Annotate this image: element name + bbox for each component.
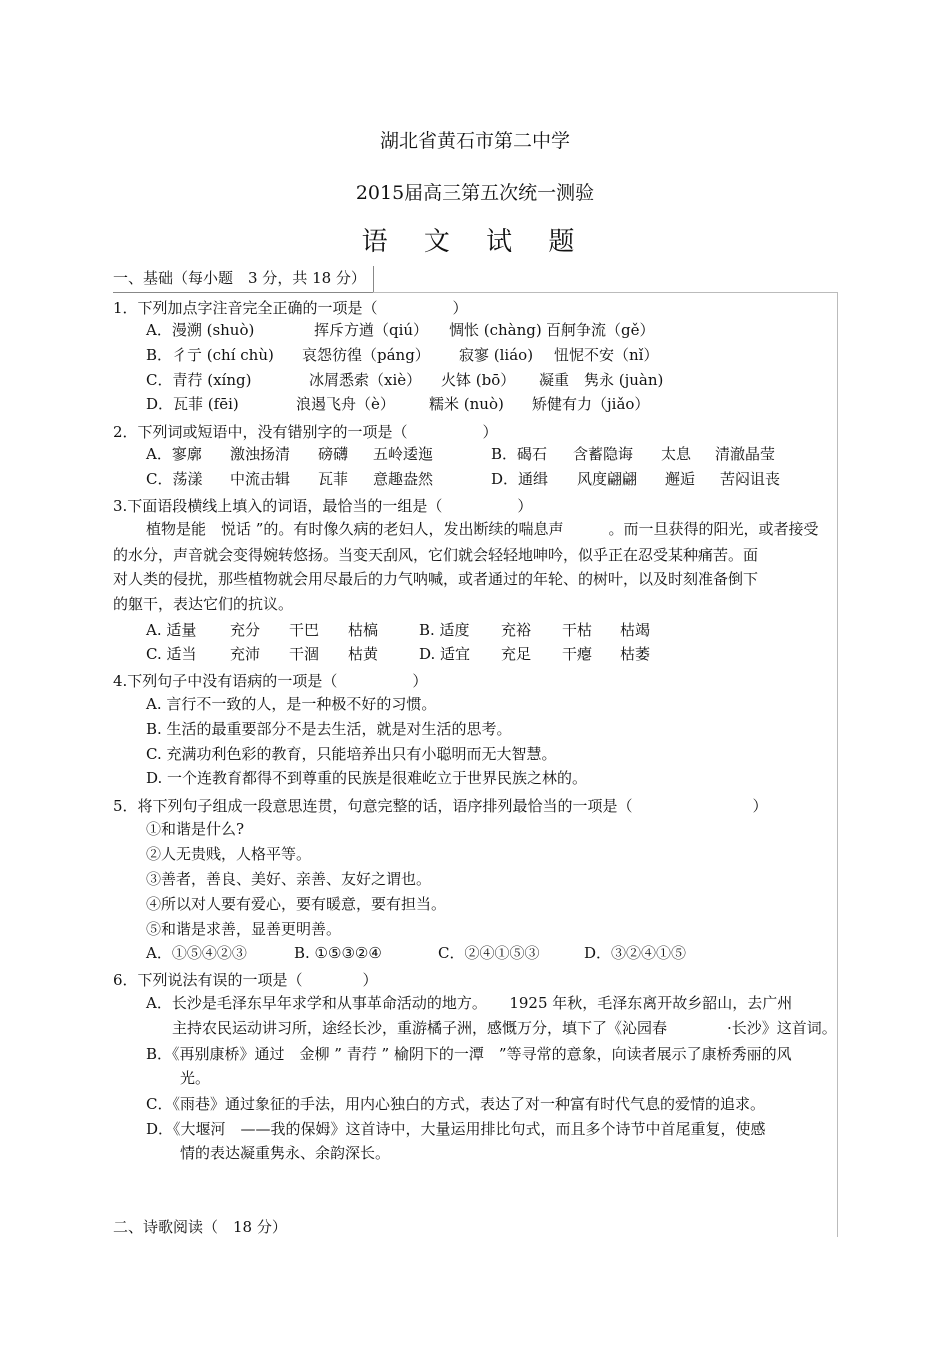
q3-a-3: 干巴	[289, 621, 320, 639]
q2-d-4: 苦闷诅丧	[720, 470, 781, 488]
q3-d-2: 充足	[501, 645, 532, 663]
q5-option-a: A．①⑤④②③	[146, 944, 247, 962]
q2-b-1: B．碣石	[491, 445, 548, 463]
q3-passage-line-2: 的水分，声音就会变得婉转悠扬。当变天刮风，它们就会轻轻地呻吟，似乎正在忍受某种痛苦。面	[113, 546, 759, 564]
q1-option-b-2: 哀怨彷徨（páng）	[302, 346, 430, 364]
q6-option-c: C．《雨巷》通过象征的手法，用内心独白的方式，表达了对一种富有时代气息的爱情的追求。	[146, 1095, 765, 1113]
q1-option-c-2: 冰屑悉索（xiè）	[309, 371, 422, 389]
q4-option-a: A. 言行不一致的人，是一种极不好的习惯。	[146, 695, 437, 713]
q2-c-4: 意趣盎然	[373, 470, 434, 488]
q6-option-a-line-2: 主持农民运动讲习所，途经长沙，重游橘子洲，感慨万分，填下了《沁园春 ·长沙》这首词。	[172, 1019, 837, 1037]
q3-passage-line-3: 对人类的侵扰，那些植物就会用尽最后的力气呐喊，或者通过的年轮、的树叶，以及时刻准备倒下	[113, 570, 759, 588]
q6-option-b-line-2: 光。	[180, 1069, 211, 1087]
q2-b-4: 清澈晶莹	[715, 445, 776, 463]
subject-title: 语 文 试 题	[361, 227, 589, 257]
q3-a-2: 充分	[230, 621, 261, 639]
q3-d-1: D. 适宜	[419, 645, 471, 663]
q3-c-2: 充沛	[230, 645, 261, 663]
section1-heading: 一、基础（每小题 3 分，共 18 分）	[113, 269, 366, 287]
q2-a-4: 五岭逶迤	[373, 445, 434, 463]
q3-passage-line-1: 植物是能 悦话 ”的。有时像久病的老妇人，发出断续的喘息声 。而一旦获得的阳光，或者接受	[146, 520, 819, 538]
q4-option-d: D. 一个连教育都得不到尊重的民族是很难屹立于世界民族之林的。	[146, 769, 588, 787]
q1-option-a-2: 挥斥方遒（qiú）	[314, 321, 429, 339]
q1-option-d-3: 糯米 (nuò)	[429, 395, 504, 413]
q3-passage-line-4: 的躯干，表达它们的抗议。	[113, 595, 294, 613]
q5-option-b: B. ①⑤③②④	[294, 944, 382, 962]
section-heading-divider	[113, 292, 373, 293]
q3-b-4: 枯竭	[620, 621, 651, 639]
section2-heading: 二、诗歌阅读（ 18 分）	[113, 1218, 287, 1236]
q1-option-b-4: 忸怩不安（nǐ）	[554, 346, 659, 364]
section-heading-box-edge	[373, 266, 374, 293]
q3-c-3: 干涸	[289, 645, 320, 663]
q5-option-c: C．②④①⑤③	[438, 944, 540, 962]
q2-stem: 2．下列词或短语中，没有错别字的一项是（ ）	[113, 423, 498, 441]
q2-a-2: 激浊扬清	[230, 445, 291, 463]
q1-option-b-3: 寂寥 (liáo)	[459, 346, 534, 364]
q1-option-b-1: B．彳亍 (chí chù)	[146, 346, 274, 364]
q2-c-2: 中流击辑	[230, 470, 291, 488]
q2-c-1: C．荡漾	[146, 470, 203, 488]
q1-option-c-4: 凝重 隽永 (juàn)	[539, 371, 664, 389]
q2-d-1: D．通缉	[491, 470, 549, 488]
q5-stem: 5．将下列句子组成一段意思连贯，句意完整的话，语序排列最恰当的一项是（ ）	[113, 797, 768, 815]
q1-stem: 1．下列加点字注音完全正确的一项是（ ）	[113, 299, 468, 317]
q3-b-3: 干枯	[562, 621, 593, 639]
q5-sentence-5: ⑤和谐是求善，显善更明善。	[146, 920, 342, 938]
q3-b-1: B. 适度	[419, 621, 470, 639]
q2-a-3: 磅礴	[318, 445, 349, 463]
q5-sentence-4: ④所以对人要有爱心，要有暖意，要有担当。	[146, 895, 447, 913]
q3-stem: 3.下面语段横线上填入的词语，最恰当的一组是（ ）	[113, 497, 533, 515]
q1-option-d-1: D．瓦菲 (fēi)	[146, 395, 239, 413]
q1-option-a-4: 百舸争流（gě）	[546, 321, 655, 339]
q6-option-d-line-2: 情的表达凝重隽永、余韵深长。	[180, 1144, 391, 1162]
q2-a-1: A．寥廓	[146, 445, 202, 463]
q6-option-a-line-1: A．长沙是毛泽东早年求学和从事革命活动的地方。 1925 年秋，毛泽东离开故乡韶山，去广州	[146, 994, 793, 1012]
q3-a-1: A. 适量	[146, 621, 197, 639]
q6-option-d-line-1: D．《大堰河 ——我的保姆》这首诗中，大量运用排比句式，而且多个诗节中首尾重复，使感	[146, 1120, 766, 1138]
q5-sentence-2: ②人无贵贱，人格平等。	[146, 845, 312, 863]
q4-option-c: C. 充满功利色彩的教育，只能培养出只有小聪明而无大智慧。	[146, 745, 557, 763]
q4-stem: 4.下列句子中没有语病的一项是（ ）	[113, 672, 428, 690]
q1-option-d-2: 浪遏飞舟（è）	[296, 395, 395, 413]
q1-option-a-3: 惆怅 (chàng)	[449, 321, 542, 339]
question-area-top-rule	[373, 292, 838, 293]
q1-option-c-3: 火钵 (bō）	[441, 371, 516, 389]
q6-option-b-line-1: B．《再别康桥》通过 金柳 ” 青荇 ” 榆阴下的一潭 ”等寻常的意象，向读者展示了康桥秀丽的风	[146, 1045, 792, 1063]
q4-option-b: B. 生活的最重要部分不是去生活，就是对生活的思考。	[146, 720, 512, 738]
q2-b-2: 含蓄隐诲	[573, 445, 634, 463]
q1-option-d-4: 矫健有力（jiǎo）	[532, 395, 650, 413]
q3-d-4: 枯萎	[620, 645, 651, 663]
q3-c-4: 枯黄	[348, 645, 379, 663]
q6-stem: 6．下列说法有误的一项是（ ）	[113, 971, 378, 989]
q2-b-3: 太息	[661, 445, 692, 463]
q5-sentence-1: ①和谐是什么?	[146, 820, 245, 838]
q3-a-4: 枯槁	[348, 621, 379, 639]
question-area-right-rule	[837, 292, 838, 1237]
q2-d-3: 邂逅	[665, 470, 696, 488]
q2-c-3: 瓦菲	[318, 470, 349, 488]
q3-d-3: 干瘪	[562, 645, 593, 663]
q3-c-1: C. 适当	[146, 645, 197, 663]
q5-option-d: D．③②④①⑤	[584, 944, 687, 962]
school-title: 湖北省黄石市第二中学	[379, 130, 570, 152]
q2-d-2: 风度翩翩	[577, 470, 638, 488]
q1-option-c-1: C．青荇 (xíng)	[146, 371, 252, 389]
q1-option-a-1: A．漫溯 (shuò)	[146, 321, 255, 339]
q5-sentence-3: ③善者，善良、美好、亲善、友好之谓也。	[146, 870, 432, 888]
exam-title: 2015届高三第五次统一测验	[355, 182, 595, 204]
q3-b-2: 充裕	[501, 621, 532, 639]
